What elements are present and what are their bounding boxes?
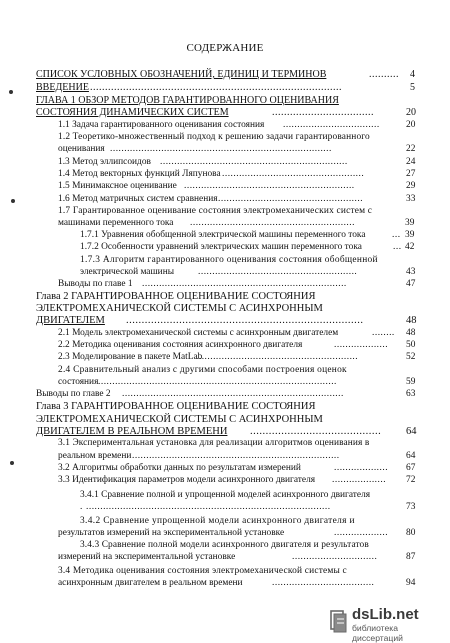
toc-entry-title: ЭЛЕКТРОМЕХАНИЧЕСКОЙ СИСТЕМЫ С АСИНХРОННЫМ [36, 303, 323, 314]
toc-entry-title: 3.4.1 Сравнение полной и упрощенной моделей асинхронного двигателя [80, 490, 371, 500]
toc-leader-dots: .............................................................................. [110, 144, 332, 154]
toc-page-number: 33 [406, 194, 416, 204]
toc-leader-dots: .................................... [272, 578, 375, 588]
toc-entry-title: 1.3 Метод эллипсоидов [58, 157, 151, 167]
toc-leader-dots: ............................................................ [184, 181, 355, 191]
book-icon [330, 609, 348, 633]
toc-page-number: 64 [406, 451, 416, 461]
toc-entry-title: СОСТОЯНИЯ ДИНАМИЧЕСКИХ СИСТЕМ [36, 107, 229, 118]
toc-entry-title: реальном времени [58, 451, 132, 461]
toc-entry-title: результатов измерений на экспериментальной установке [58, 528, 285, 538]
toc-leader-dots: .............................. [292, 552, 378, 562]
toc-entry-title: 2.2 Методика оценивания состояния асинхронного двигателя [58, 340, 303, 350]
toc-entry-title: 1.1 Задача гарантированного оценивания состояния [58, 120, 265, 130]
toc-entry-title: 1.6 Метод матричных систем сравнения [58, 194, 218, 204]
toc-entry-title: 1.5 Минимаксное оценивание [58, 181, 177, 191]
toc-entry-title: Глава 2 ГАРАНТИРОВАННОЕ ОЦЕНИВАНИЕ СОСТОЯНИЯ [36, 291, 316, 302]
watermark-tagline: библиотека диссертаций [352, 623, 403, 643]
toc-entry-title: ВВЕДЕНИЕ [36, 82, 89, 93]
toc-page-number: 5 [410, 82, 415, 93]
toc-entry-title: 1.7.1 Уравнения обобщенной электрической машины переменного тока [80, 230, 366, 240]
toc-entry-title: измерений на экспериментальной установке [58, 552, 236, 562]
margin-dot [10, 461, 14, 465]
page-title: СОДЕРЖАНИЕ [186, 42, 264, 54]
toc-page-number: 4 [410, 69, 415, 80]
toc-leader-dots: .................................................................................... [90, 82, 342, 93]
toc-page-number: 67 [406, 463, 416, 473]
toc-page-number: 52 [406, 352, 416, 362]
toc-page-number: 39 [405, 218, 415, 228]
toc-entry-title: 3.1 Экспериментальная установка для реализации алгоритмов оценивания в [58, 438, 370, 448]
toc-entry-title: ГЛАВА 1 ОБЗОР МЕТОДОВ ГАРАНТИРОВАННОГО ОЦЕНИВАНИЯ [36, 95, 339, 106]
toc-entry-title: 1.7.3 Алгоритм гарантированного оценивания состояния обобщенной [80, 255, 378, 265]
margin-dot [9, 90, 13, 94]
toc-entry-title: 3.2 Алгоритмы обработки данных по результатам измерений [58, 463, 301, 473]
toc-entry-title: 2.3 Моделирование в пакете MatLab [58, 352, 203, 362]
toc-leader-dots: ................................................... [218, 194, 364, 204]
toc-entry-title: СПИСОК УСЛОВНЫХ ОБОЗНАЧЕНИЙ, ЕДИНИЦ И ТЕРМИНОВ [36, 69, 327, 80]
toc-entry-title: . [80, 502, 83, 512]
toc-leader-dots: .................................. [283, 120, 380, 130]
toc-entry-title: ДВИГАТЕЛЕМ [36, 315, 105, 326]
toc-page-number: 59 [406, 377, 416, 387]
toc-leader-dots: .................................. [272, 107, 374, 118]
toc-leader-dots: ................... [334, 340, 389, 350]
margin-dot [11, 199, 15, 203]
toc-entry-title: машинами переменного тока [58, 218, 174, 228]
toc-leader-dots: .......................................................... [190, 218, 355, 228]
toc-entry-title: состояния [58, 377, 99, 387]
toc-entry-title: 3.4.2 Сравнение упрощенной модели асинхронного двигателя и [80, 516, 355, 526]
toc-page-number: 24 [406, 157, 416, 167]
toc-entry-title: 1.7 Гарантированное оценивание состояния электромеханических систем с [58, 206, 373, 216]
toc-leader-dots: ........................................................................ [142, 279, 347, 289]
toc-leader-dots: ................... [334, 463, 389, 473]
toc-page-number: 42 [405, 242, 415, 252]
toc-page-number: 73 [406, 502, 416, 512]
toc-entry-title: ДВИГАТЕЛЕМ В РЕАЛЬНОМ ВРЕМЕНИ [36, 426, 228, 437]
toc-entry-title: 3.4 Методика оценивания состояния электромеханической системы с [58, 566, 347, 576]
toc-page-number: 94 [406, 578, 416, 588]
toc-leader-dots: ......................................................................... [132, 451, 340, 461]
toc-leader-dots: ................... [334, 528, 389, 538]
toc-leader-dots: ................... [332, 475, 387, 485]
toc-leader-dots: .................................................. [222, 169, 365, 179]
toc-entry-title: 1.7.2 Особенности уравнений электрических машин переменного тока [80, 242, 362, 252]
toc-entry-title: 1.4 Метод векторных функций Ляпунова [58, 169, 221, 179]
toc-page-number: 22 [406, 144, 416, 154]
toc-entry-title: 2.4 Сравнительный анализ с другими способами построения оценок [58, 365, 347, 375]
toc-entry-title: 1.2 Теоретико-множественный подход к решению задачи гарантированного [58, 132, 370, 142]
toc-entry-title: Глава 3 ГАРАНТИРОВАННОЕ ОЦЕНИВАНИЕ СОСТОЯНИЯ [36, 401, 316, 412]
toc-page-number: 27 [406, 169, 416, 179]
toc-leader-dots: ...................................................................................... [86, 502, 331, 512]
toc-entry-title: Выводы по главе 2 [36, 389, 111, 399]
toc-entry-title: 3.3 Идентификация параметров модели асинхронного двигателя [58, 475, 316, 485]
toc-leader-dots: ............................................................................ [126, 315, 364, 326]
toc-leader-dots: .......... [369, 69, 399, 80]
watermark-logo [330, 606, 448, 643]
toc-leader-dots: .......................................... [250, 426, 382, 437]
toc-entry-title: оценивания [58, 144, 105, 154]
toc-page-number: 80 [406, 528, 416, 538]
toc-leader-dots: ........ [372, 328, 395, 338]
toc-leader-dots: ... [392, 230, 401, 240]
toc-page-number: 39 [405, 230, 415, 240]
toc-leader-dots: .................................................................. [160, 157, 348, 167]
toc-entry-title: Выводы по главе 1 [58, 279, 133, 289]
toc-leader-dots: ......................................................... [196, 352, 359, 362]
toc-page-number: 48 [406, 315, 417, 326]
toc-page-number: 20 [406, 120, 416, 130]
toc-entry-title: 3.4.3 Сравнение полной модели асинхронного двигателя и результатов [80, 540, 369, 550]
toc-leader-dots: ... [393, 242, 402, 252]
watermark-brand: dsLib.net [352, 606, 419, 623]
toc-leader-dots: ........................................................ [198, 267, 358, 277]
toc-page-number: 43 [406, 267, 416, 277]
toc-entry-title: электрической машины [80, 267, 175, 277]
toc-page-number: 50 [406, 340, 416, 350]
toc-page-number: 72 [406, 475, 416, 485]
toc-entry-title: 2.1 Модель электромеханической системы с асинхронным двигателем [58, 328, 339, 338]
toc-page-number: 47 [406, 279, 416, 289]
toc-page-number: 63 [406, 389, 416, 399]
toc-page-number: 64 [406, 426, 417, 437]
toc-page-number: 29 [406, 181, 416, 191]
toc-entry-title: асинхронным двигателем в реальном времени [58, 578, 243, 588]
toc-page-number: 20 [406, 107, 416, 118]
toc-leader-dots: .................................................................................... [98, 377, 337, 387]
toc-entry-title: ЭЛЕКТРОМЕХАНИЧЕСКОЙ СИСТЕМЫ С АСИНХРОННЫМ [36, 414, 323, 425]
toc-page-number: 48 [406, 328, 416, 338]
toc-leader-dots: .............................................................................. [122, 389, 344, 399]
toc-page-number: 87 [406, 552, 416, 562]
